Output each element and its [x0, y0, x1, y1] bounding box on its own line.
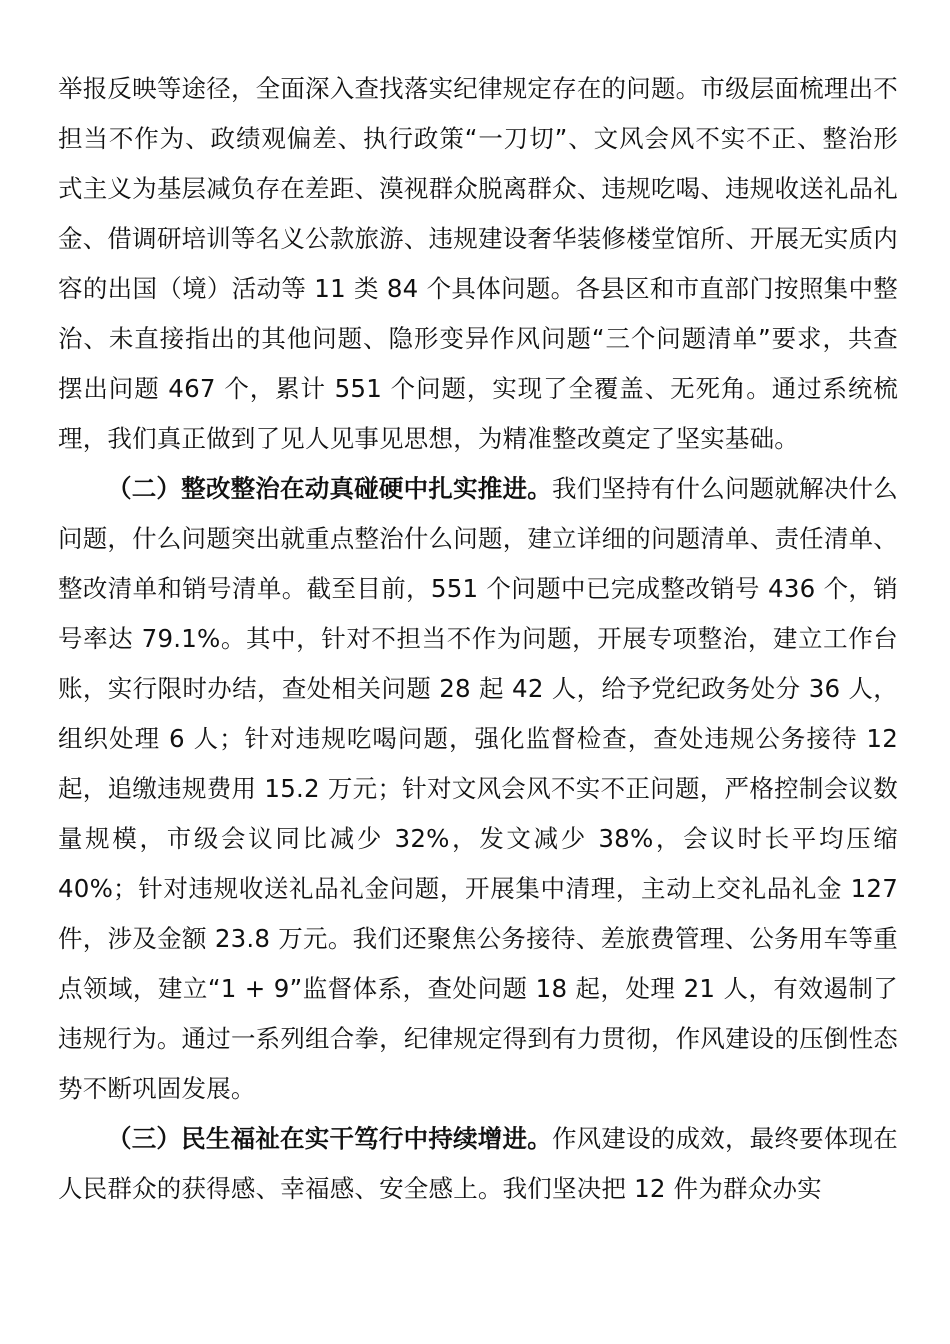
document-page	[58, 64, 898, 1214]
paragraph-3	[58, 1114, 898, 1214]
paragraph-1	[58, 64, 898, 464]
paragraph-3-lead: （三）民生福祉在实干笃行中持续增进。	[107, 1124, 552, 1153]
paragraph-2-text: 我们坚持有什么问题就解决什么问题，什么问题突出就重点整治什么问题，建立详细的问题清单、责任清单、整改清单和销号清单。截至目前，551 个问题中已完成整改销号 436 个，销号率达 79.1%。其中，针对不担当不作为问题，开展专项整治，建立工作台账，实行限时办结，查处相关问题 28 起 42 人，给予党纪政务处分 36 人，组织处理 6 人；针对违规吃喝问题，强化监督检查，查处违规公务接待 12 起，追缴违规费用 15.2 万元；针对文风会风不实不正问题，严格控制会议数量规模，市级会议同比减少 32%，发文减少 38%，会议时长平均压缩 40%；针对违规收送礼品礼金问题，开展集中清理，主动上交礼品礼金 127 件，涉及金额 23.8 万元。我们还聚焦公务接待、差旅费管理、公务用车等重点领域，建立“1 + 9”监督体系，查处问题 18 起，处理 21 人，有效遏制了违规行为。通过一系列组合拳，纪律规定得到有力贯彻，作风建设的压倒性态势不断巩固发展。	[58, 474, 898, 1103]
paragraph-2-lead: （二）整改整治在动真碰硬中扎实推进。	[107, 474, 552, 503]
paragraph-1-text: 举报反映等途径，全面深入查找落实纪律规定存在的问题。市级层面梳理出不担当不作为、政绩观偏差、执行政策“一刀切”、文风会风不实不正、整治形式主义为基层减负存在差距、漠视群众脱离群众、违规吃喝、违规收送礼品礼金、借调研培训等名义公款旅游、违规建设奢华装修楼堂馆所、开展无实质内容的出国（境）活动等 11 类 84 个具体问题。各县区和市直部门按照集中整治、未直接指出的其他问题、隐形变异作风问题“三个问题清单”要求，共查摆出问题 467 个，累计 551 个问题，实现了全覆盖、无死角。通过系统梳理，我们真正做到了见人见事见思想，为精准整改奠定了坚实基础。	[58, 74, 898, 453]
paragraph-3-text: 作风建设的成效，最终要体现在人民群众的获得感、幸福感、安全感上。我们坚决把 12 件为群众办实	[58, 1124, 898, 1203]
paragraph-2	[58, 464, 898, 1114]
